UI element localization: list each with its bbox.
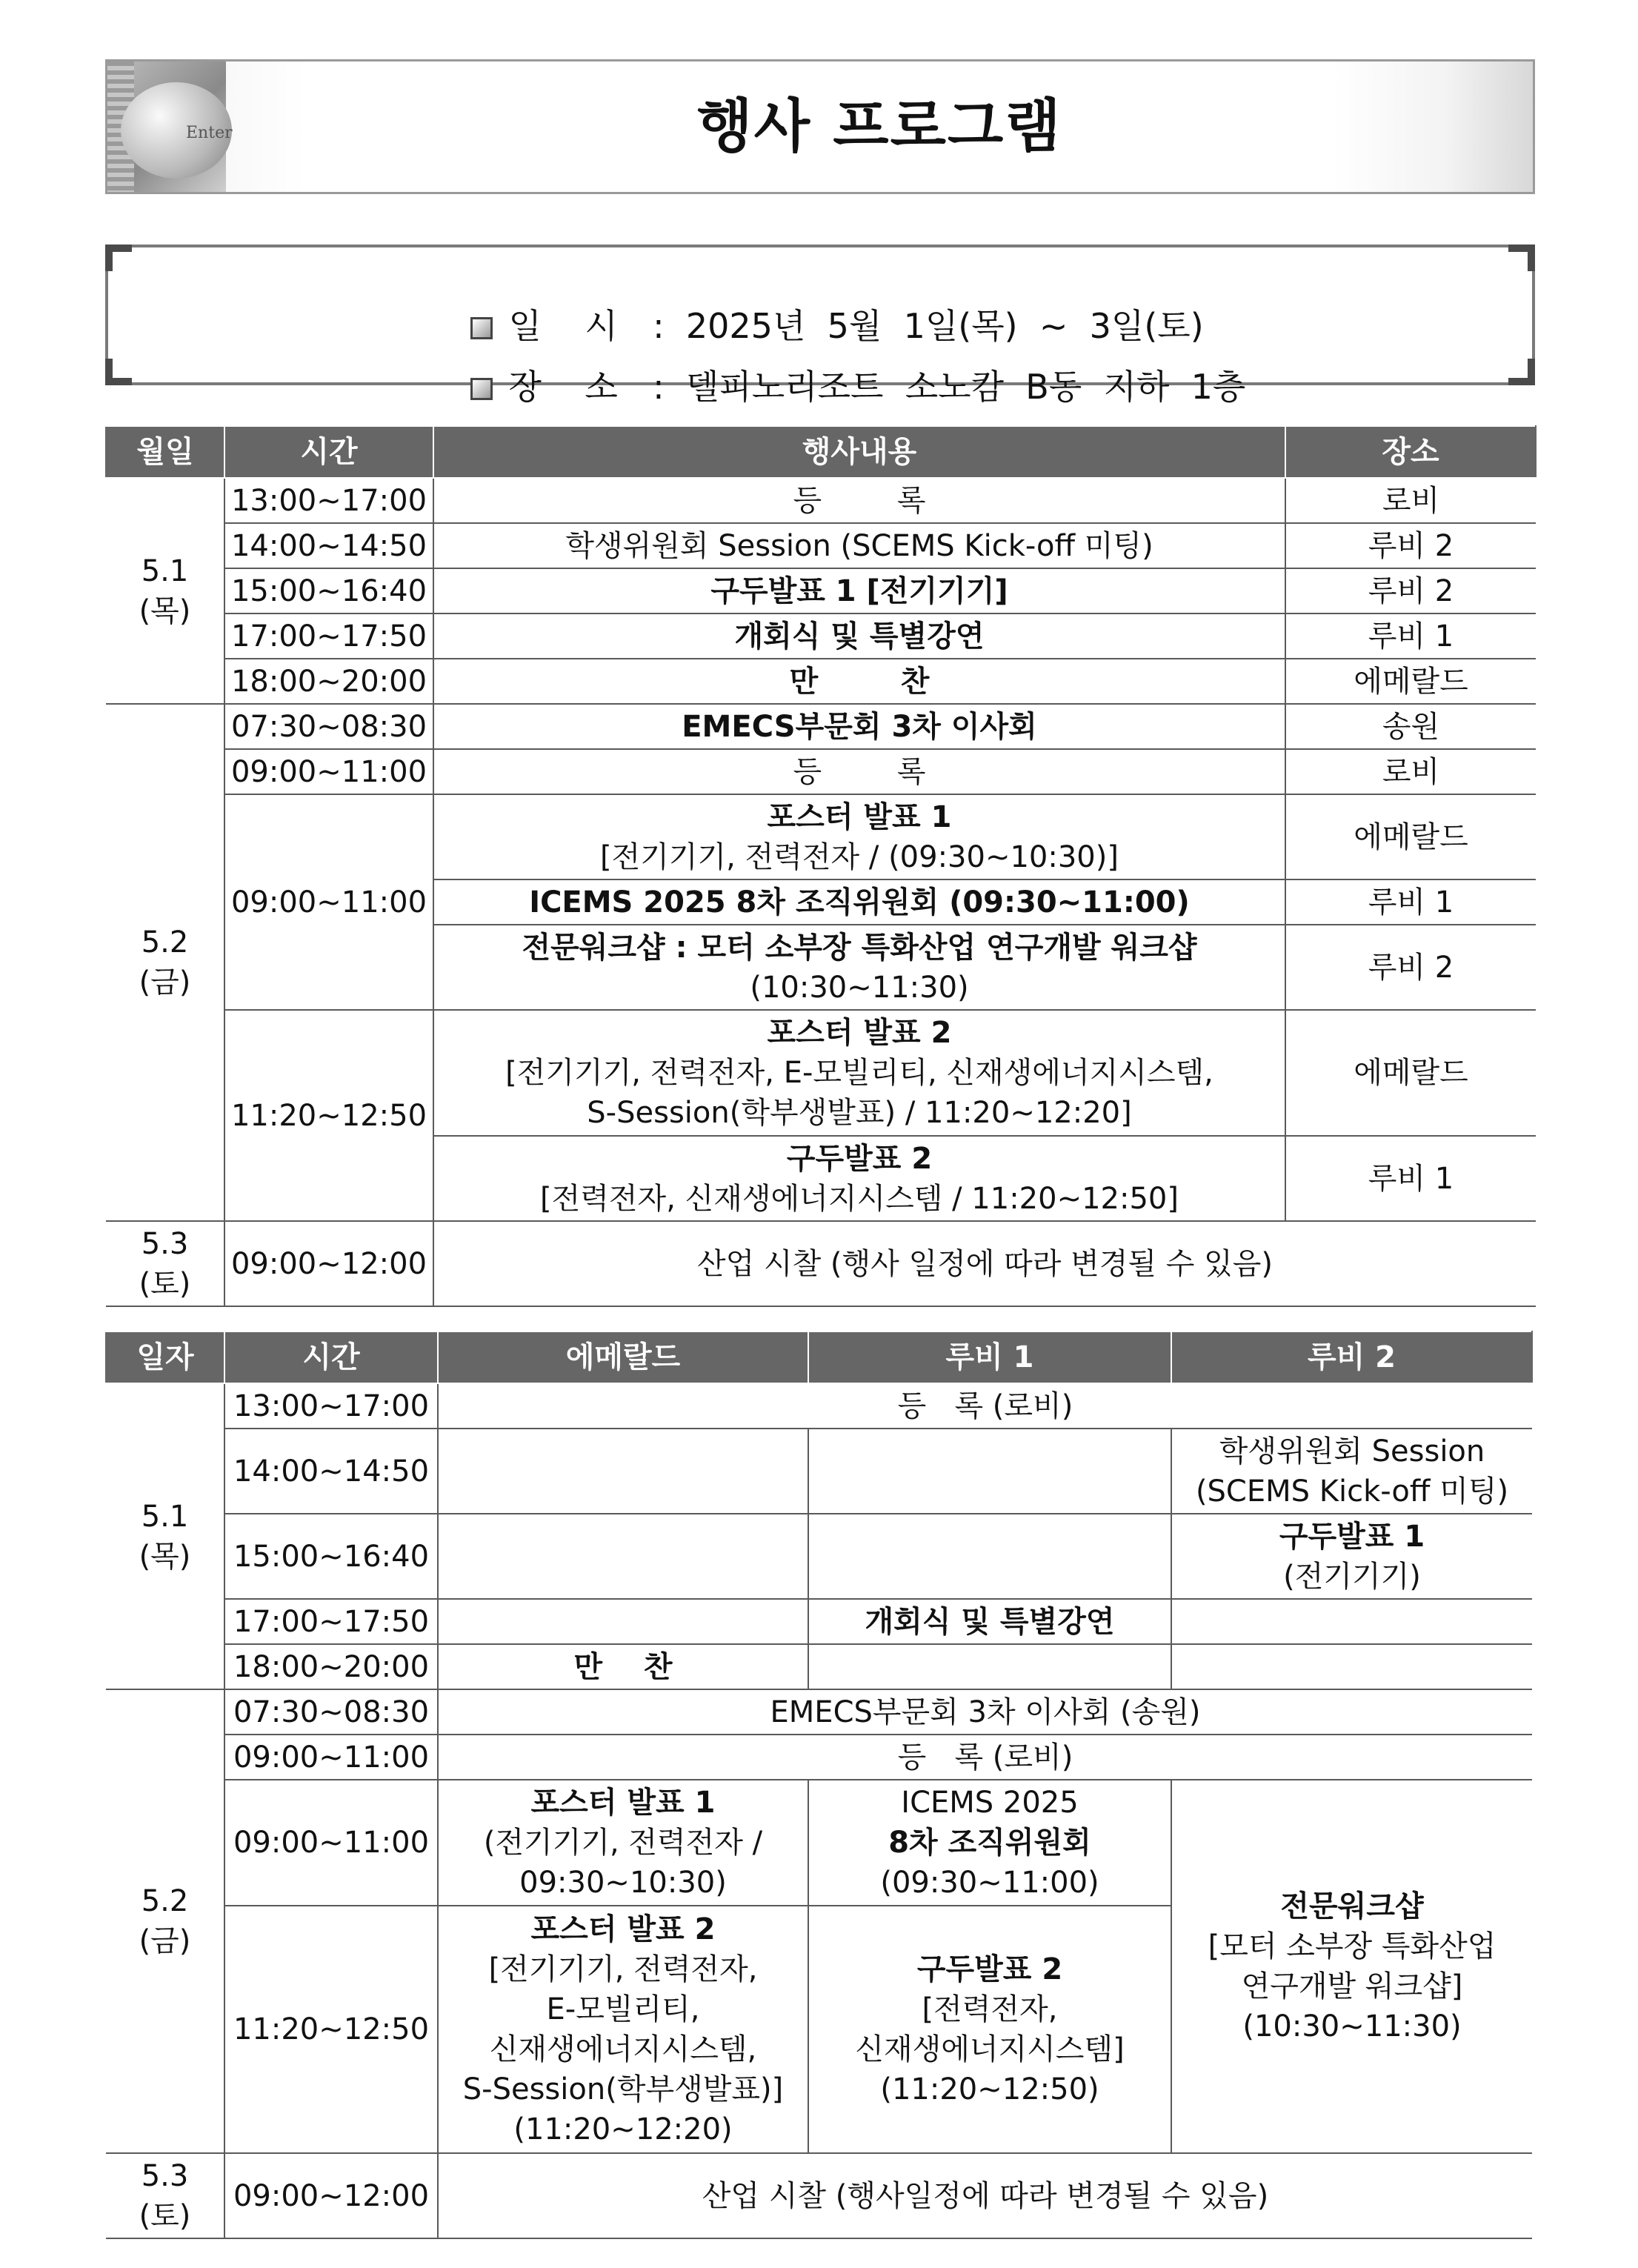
header-event: 행사내용 bbox=[433, 426, 1285, 478]
enter-key-text: Enter bbox=[186, 124, 233, 142]
event-cell: 개회식 및 특별강연 bbox=[433, 613, 1285, 659]
place-cell: 루비 1 bbox=[1285, 879, 1536, 925]
info-place-label: 장 소 bbox=[508, 367, 618, 407]
place-cell: 루비 2 bbox=[1285, 568, 1536, 613]
event-cell: EMECS부문회 3차 이사회 bbox=[433, 704, 1285, 749]
time-cell: 07:30~08:30 bbox=[224, 704, 433, 749]
schedule-table-by-event bbox=[105, 425, 1537, 1307]
event-cell bbox=[433, 794, 1285, 879]
emerald-cell bbox=[438, 1780, 808, 1906]
time-cell: 15:00~16:40 bbox=[224, 568, 433, 613]
time-cell: 17:00~17:50 bbox=[224, 613, 433, 659]
event-title: 구두발표 2 bbox=[786, 1141, 933, 1176]
place-cell: 루비 2 bbox=[1285, 925, 1536, 1010]
ruby1-cell bbox=[808, 1514, 1171, 1599]
event-title: 포스터 발표 1 bbox=[767, 799, 952, 834]
ruby1-cell bbox=[808, 1429, 1171, 1514]
table-row bbox=[106, 1780, 1532, 1906]
time-cell: 13:00~17:00 bbox=[224, 1383, 438, 1429]
table-row bbox=[106, 1429, 1532, 1514]
time-cell: 09:00~11:00 bbox=[224, 794, 433, 1010]
header-ruby1: 루비 1 bbox=[808, 1331, 1171, 1383]
place-cell: 로비 bbox=[1285, 478, 1536, 523]
ruby2-cell bbox=[1171, 1514, 1532, 1599]
time-cell: 14:00~14:50 bbox=[224, 523, 433, 568]
time-cell: 13:00~17:00 bbox=[224, 478, 433, 523]
info-date-value: 2025년 5월 1일(목) ~ 3일(토) bbox=[685, 306, 1204, 346]
all-rooms-cell: 등 록 (로비) bbox=[438, 1383, 1532, 1429]
header-date: 월일 bbox=[106, 426, 224, 478]
event-cell: 학생위원회 Session (SCEMS Kick-off 미팅) bbox=[433, 523, 1285, 568]
square-bullet-icon bbox=[470, 378, 493, 400]
emerald-title: 포스터 발표 2 bbox=[530, 1912, 716, 1946]
event-title: 전문워크샵 : 모터 소부장 특화산업 연구개발 워크샵 bbox=[522, 930, 1197, 965]
table-row bbox=[106, 1010, 1536, 1136]
time-cell: 09:00~11:00 bbox=[224, 1735, 438, 1780]
place-cell: 루비 1 bbox=[1285, 613, 1536, 659]
ruby1-title: 8차 조직위원회 bbox=[888, 1826, 1091, 1860]
time-cell: 15:00~16:40 bbox=[224, 1514, 438, 1599]
place-cell: 에메랄드 bbox=[1285, 1010, 1536, 1136]
event-sub: [전력전자, 신재생에너지시스템 / 11:20~12:50] bbox=[540, 1181, 1179, 1216]
page-title: 행사 프로그램 bbox=[696, 93, 1062, 160]
title-banner bbox=[105, 59, 1535, 194]
emerald-sub: (전기기기, 전력전자 / 09:30~10:30) bbox=[483, 1826, 763, 1900]
time-cell: 09:00~11:00 bbox=[224, 749, 433, 794]
info-date-label: 일 시 bbox=[508, 306, 618, 346]
table-row bbox=[106, 794, 1536, 879]
ruby1-sub: [전력전자, 신재생에너지시스템] (11:20~12:50) bbox=[855, 1992, 1125, 2106]
header-date: 일자 bbox=[106, 1331, 224, 1383]
event-cell: 등 록 bbox=[433, 749, 1285, 794]
table-row bbox=[106, 523, 1536, 568]
emerald-cell bbox=[438, 1429, 808, 1514]
ruby1-title: 구두발표 2 bbox=[916, 1952, 1063, 1986]
day-cell: 5.2 (금) bbox=[106, 704, 224, 1221]
info-date: 일 시 : 2025년 5월 1일(목) ~ 3일(토) bbox=[427, 259, 1204, 388]
time-cell: 09:00~12:00 bbox=[224, 2153, 438, 2238]
table-row bbox=[106, 749, 1536, 794]
table-row bbox=[106, 1735, 1532, 1780]
place-cell: 에메랄드 bbox=[1285, 659, 1536, 704]
header-time: 시간 bbox=[224, 426, 433, 478]
place-cell: 루비 1 bbox=[1285, 1136, 1536, 1221]
event-cell bbox=[433, 925, 1285, 1010]
event-sub: (10:30~11:30) bbox=[750, 970, 969, 1005]
ruby1-cell: 개회식 및 특별강연 bbox=[808, 1599, 1171, 1644]
place-cell: 송원 bbox=[1285, 704, 1536, 749]
table-row bbox=[106, 659, 1536, 704]
table-row bbox=[106, 568, 1536, 613]
keyboard-enter-image bbox=[107, 61, 233, 192]
emerald-cell bbox=[438, 1599, 808, 1644]
event-info-box bbox=[105, 245, 1535, 407]
event-cell: 산업 시찰 (행사 일정에 따라 변경될 수 있음) bbox=[433, 1221, 1536, 1306]
header-ruby2: 루비 2 bbox=[1171, 1331, 1532, 1383]
emerald-cell bbox=[438, 1514, 808, 1599]
table-row bbox=[106, 478, 1536, 523]
ruby2-cell bbox=[1171, 1599, 1532, 1644]
event-title: 포스터 발표 2 bbox=[767, 1016, 952, 1050]
event-cell: 구두발표 1 [전기기기] bbox=[433, 568, 1285, 613]
place-cell: 루비 2 bbox=[1285, 523, 1536, 568]
all-rooms-cell: 산업 시찰 (행사일정에 따라 변경될 수 있음) bbox=[438, 2153, 1532, 2238]
event-cell bbox=[433, 1010, 1285, 1136]
time-cell: 11:20~12:50 bbox=[224, 1906, 438, 2153]
table-row bbox=[106, 1644, 1532, 1689]
event-cell: 등 록 bbox=[433, 478, 1285, 523]
time-cell: 09:00~11:00 bbox=[224, 1780, 438, 1906]
header-emerald: 에메랄드 bbox=[438, 1331, 808, 1383]
time-cell: 09:00~12:00 bbox=[224, 1221, 433, 1306]
table-row bbox=[106, 2153, 1532, 2238]
emerald-sub: [전기기기, 전력전자, E-모빌리티, 신재생에너지시스템, S-Session(학부생발표)] (11:20~12:20) bbox=[462, 1952, 784, 2146]
day-cell: 5.1 (목) bbox=[106, 1383, 224, 1689]
ruby2-cell: 학생위원회 Session (SCEMS Kick-off 미팅) bbox=[1171, 1429, 1532, 1514]
time-cell: 17:00~17:50 bbox=[224, 1599, 438, 1644]
place-cell: 로비 bbox=[1285, 749, 1536, 794]
event-sub: [전기기기, 전력전자 / (09:30~10:30)] bbox=[600, 839, 1119, 874]
event-cell: 만 찬 bbox=[433, 659, 1285, 704]
day-cell: 5.1 (목) bbox=[106, 478, 224, 704]
ruby1-line: ICEMS 2025 bbox=[901, 1786, 1079, 1820]
time-cell: 18:00~20:00 bbox=[224, 659, 433, 704]
schedule-table-by-room bbox=[105, 1331, 1533, 2239]
all-rooms-cell: 등 록 (로비) bbox=[438, 1735, 1532, 1780]
info-place-value: 델피노리조트 소노캄 B동 지하 1층 bbox=[685, 367, 1246, 407]
ruby2-cell bbox=[1171, 1780, 1532, 2153]
event-cell bbox=[433, 1136, 1285, 1221]
header-time: 시간 bbox=[224, 1331, 438, 1383]
table-row bbox=[106, 1689, 1532, 1735]
table-row bbox=[106, 1383, 1532, 1429]
ruby1-cell bbox=[808, 1906, 1171, 2153]
time-cell: 11:20~12:50 bbox=[224, 1010, 433, 1221]
emerald-cell: 만 찬 bbox=[438, 1644, 808, 1689]
table-header bbox=[106, 1331, 1532, 1383]
ruby1-cell bbox=[808, 1644, 1171, 1689]
ruby1-cell bbox=[808, 1780, 1171, 1906]
header-place: 장소 bbox=[1285, 426, 1536, 478]
ruby2-cell bbox=[1171, 1644, 1532, 1689]
all-rooms-cell: EMECS부문회 3차 이사회 (송원) bbox=[438, 1689, 1532, 1735]
table-row bbox=[106, 613, 1536, 659]
table-row bbox=[106, 704, 1536, 749]
emerald-title: 포스터 발표 1 bbox=[530, 1786, 716, 1820]
table-row bbox=[106, 1514, 1532, 1599]
table-row bbox=[106, 1221, 1536, 1306]
place-cell: 에메랄드 bbox=[1285, 794, 1536, 879]
time-cell: 14:00~14:50 bbox=[224, 1429, 438, 1514]
day-cell: 5.2 (금) bbox=[106, 1689, 224, 2153]
day-cell: 5.3 (토) bbox=[106, 1221, 224, 1306]
event-sub: [전기기기, 전력전자, E-모빌리티, 신재생에너지시스템, bbox=[505, 1056, 1213, 1090]
event-cell: ICEMS 2025 8차 조직위원회 (09:30~11:00) bbox=[433, 879, 1285, 925]
day-cell: 5.3 (토) bbox=[106, 2153, 224, 2238]
event-sub: S-Session(학부생발표) / 11:20~12:20] bbox=[587, 1096, 1132, 1130]
info-place: 장 소 : 델피노리조트 소노캄 B동 지하 1층 bbox=[427, 320, 1245, 449]
ruby1-sub: (09:30~11:00) bbox=[880, 1866, 1099, 1900]
ruby2-sub: (전기기기) bbox=[1283, 1559, 1421, 1594]
ruby2-title: 전문워크샵 bbox=[1280, 1889, 1424, 1923]
table-row bbox=[106, 1599, 1532, 1644]
ruby2-sub: [모터 소부장 특화산업 연구개발 워크샵] (10:30~11:30) bbox=[1208, 1929, 1496, 2043]
ruby2-title: 구두발표 1 bbox=[1279, 1519, 1425, 1554]
time-cell: 07:30~08:30 bbox=[224, 1689, 438, 1735]
table-header bbox=[106, 426, 1536, 478]
time-cell: 18:00~20:00 bbox=[224, 1644, 438, 1689]
emerald-cell bbox=[438, 1906, 808, 2153]
